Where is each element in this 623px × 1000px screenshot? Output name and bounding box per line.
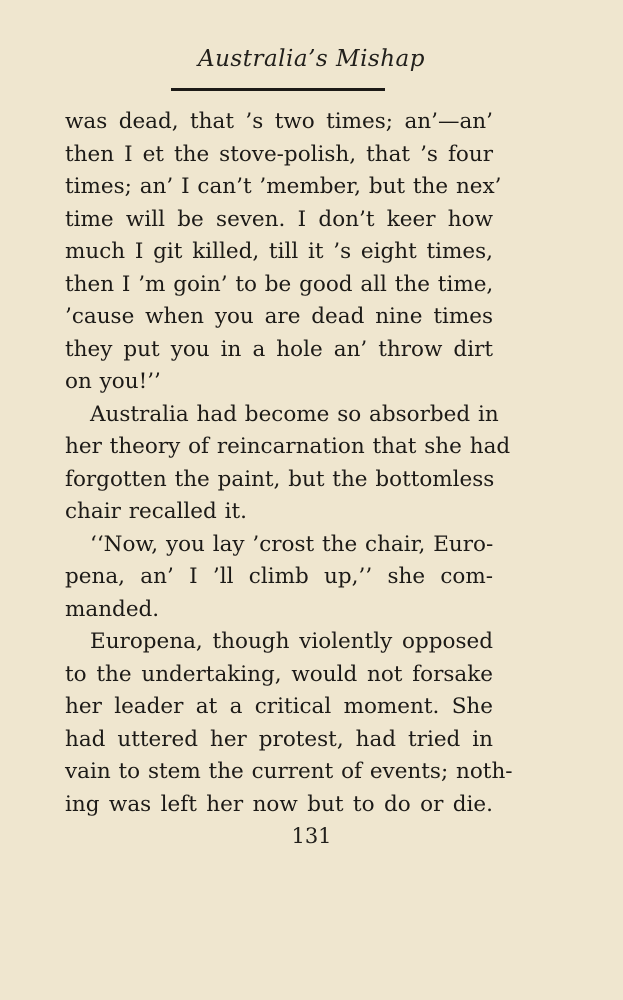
text-line: time will be seven. I don’t keer how [65, 206, 493, 232]
text-line: to the undertaking, would not forsake [65, 661, 493, 687]
text-line: chair recalled it. [65, 499, 247, 524]
text-line: then I ’m goin’ to be good all the time, [65, 271, 494, 297]
header-rule [171, 88, 385, 91]
text-line: manded. [65, 596, 160, 622]
text-line: times; an’ I can’t ’member, but the nex’ [65, 174, 502, 199]
text-line: was dead, that ’s two times; an’—an’ [65, 109, 493, 134]
text-line: her leader at a critical moment. She [65, 694, 493, 719]
running-title: Australia’s Mishap [198, 46, 425, 72]
text-line: ’cause when you are dead nine times [65, 304, 493, 329]
text-line: on you!’’ [65, 369, 161, 394]
text-line: her theory of reincarnation that she had [65, 434, 511, 459]
text-line: ing was left her now but to do or die. [65, 791, 493, 817]
text-line: pena, an’ I ’ll climb up,’’ she com- [65, 564, 493, 589]
paragraph-first-line: Europena, though violently opposed [90, 629, 493, 654]
text-line: they put you in a hole an’ throw dirt [65, 336, 493, 362]
text-line: had uttered her protest, had tried in [65, 726, 493, 752]
page-number: 131 [291, 824, 332, 848]
paragraph-first-line: Australia had become so absorbed in [90, 401, 499, 427]
text-line: forgotten the paint, but the bottomless [65, 466, 495, 492]
body-text [65, 106, 513, 821]
paragraph-first-line: ‘‘Now, you lay ’crost the chair, Euro- [90, 531, 494, 557]
text-line: much I git killed, till it ’s eight times, [65, 239, 493, 264]
text-line: vain to stem the current of events; noth- [65, 759, 513, 784]
text-line: then I et the stove-polish, that ’s four [65, 141, 493, 167]
